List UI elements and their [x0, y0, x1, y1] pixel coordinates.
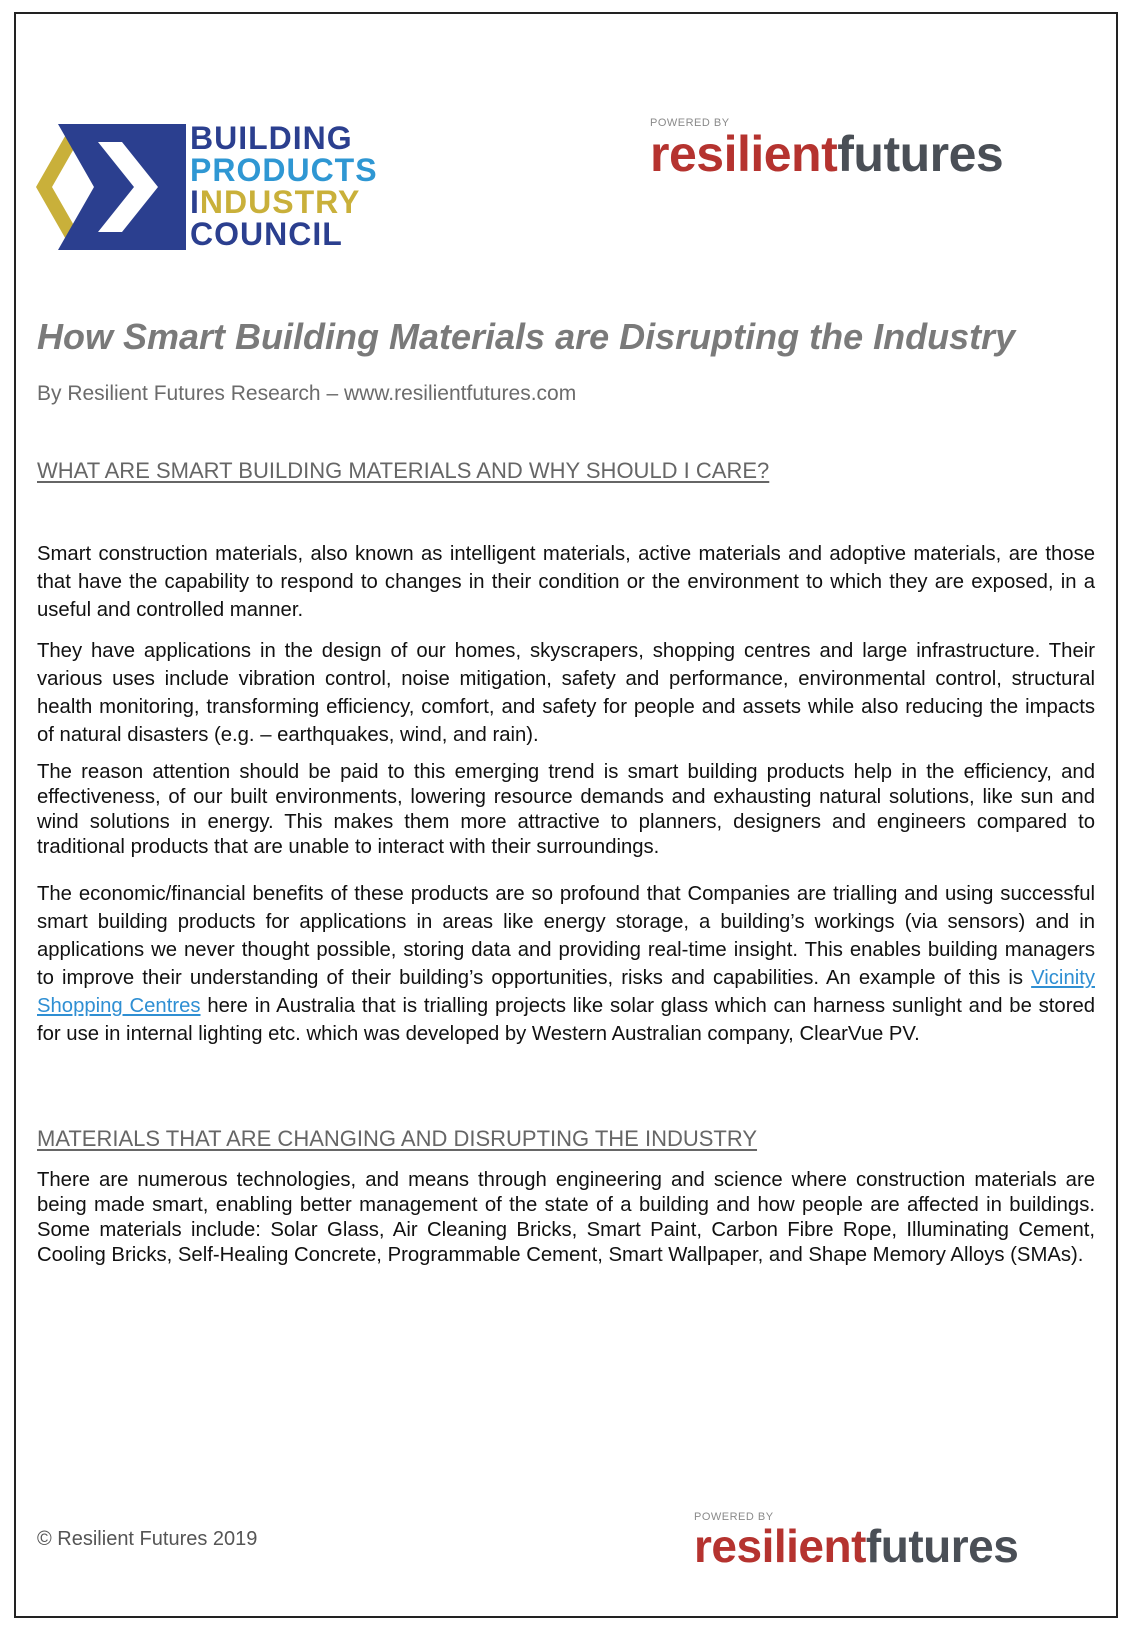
bpic-wordmark — [190, 122, 378, 250]
bpic-word-products: PRODUCTS — [190, 152, 378, 188]
resilient-futures-logo-top — [650, 117, 1004, 182]
section-heading-what-are-smart-materials: WHAT ARE SMART BUILDING MATERIALS AND WHY SHOULD I CARE? — [37, 458, 770, 483]
vicinity-shopping-centres-link[interactable]: Vicinity Shopping Centres — [37, 967, 1095, 1017]
powered-by-label: POWERED BY — [650, 117, 730, 129]
bpic-logo — [36, 122, 400, 252]
paragraph-economic-benefits: The economic/financial benefits of these products are so profound that Companies are trialling and using successful smart building products for applications in areas like energy storage, a building’s workings (via sensors) and in applications we never thought possible, storing data and providing real-time insight. This enables building managers to improve their understanding of their building’s opportunities, risks and capabilities. An example of this is Vicinity Shopping Centres here in Australia that is trialling projects like solar glass which can harness sunlight and be stored for use in internal lighting etc. which was developed by Western Australian company, ClearVue PV. — [37, 883, 1096, 1045]
byline: By Resilient Futures Research – www.resilientfutures.com — [37, 382, 577, 405]
bpic-chevron-logo-icon — [36, 124, 186, 250]
bpic-word-council: COUNCIL — [190, 216, 343, 252]
resilient-futures-wordmark-bottom: resilientfutures — [694, 1520, 1019, 1572]
bpic-word-industry: INDUSTRY — [190, 184, 361, 220]
document-title: How Smart Building Materials are Disrupting the Industry — [37, 316, 1016, 358]
resilient-futures-logo-bottom — [694, 1511, 1019, 1572]
resilient-futures-wordmark: resilientfutures — [650, 126, 1004, 182]
powered-by-label-bottom: POWERED BY — [694, 1511, 774, 1523]
paragraph-applications: They have applications in the design of our homes, skyscrapers, shopping centres and large infrastructure. Their various uses include vibration control, noise mitigation, safety and performance, environmental control, structural health monitoring, transforming efficiency, comfort, and safety for people and assets while also reducing the impacts of natural disasters (e.g. – earthquakes, wind, and rain). — [37, 640, 1095, 746]
paragraph-definition: Smart construction materials, also known as intelligent materials, active materials and adoptive materials, are those that have the capability to respond to changes in their condition or the environment to which they are exposed, in a useful and controlled manner. — [37, 543, 1095, 621]
paragraph-technologies: There are numerous technologies, and means through engineering and science where construction materials are being made smart, enabling better management of the state of a building and how people are affected in buildings. Some materials include: Solar Glass, Air Cleaning Bricks, Smart Paint, Carbon Fibre Rope, Illuminating Cement, Cooling Bricks, Self-Healing Concrete, Programmable Cement, Smart Wallpaper, and Shape Memory Alloys (SMAs). — [37, 1169, 1095, 1266]
copyright-notice: © Resilient Futures 2019 — [37, 1528, 258, 1550]
bpic-word-building: BUILDING — [190, 120, 353, 156]
paragraph-attention: The reason attention should be paid to this emerging trend is smart building products help in the efficiency, and effectiveness, of our built environments, lowering resource demands and exhausting natural solutions, like sun and wind solutions in energy. This makes them more attractive to planners, designers and engineers compared to traditional products that are unable to interact with their surroundings. — [37, 761, 1095, 858]
section-heading-materials-changing: MATERIALS THAT ARE CHANGING AND DISRUPTING THE INDUSTRY — [37, 1126, 758, 1151]
